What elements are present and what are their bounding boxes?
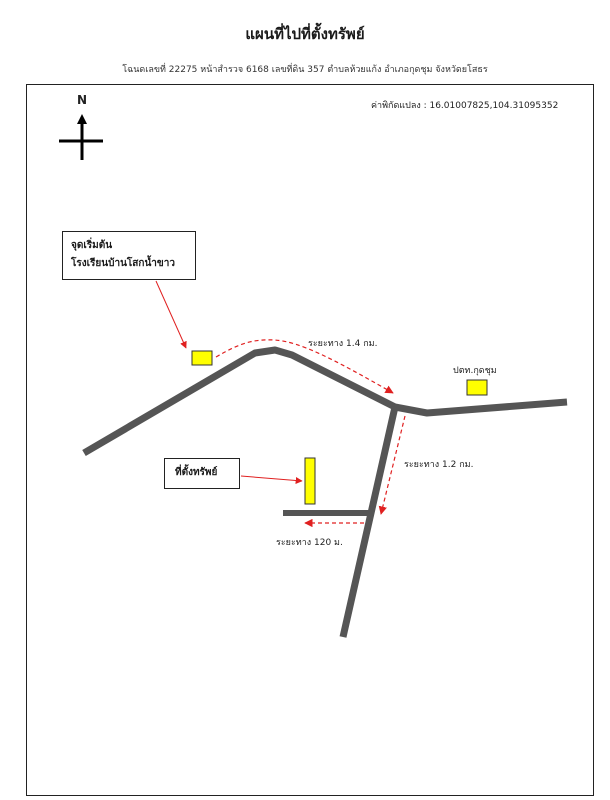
police-station-label: ปตท.กุดชุม [453, 366, 497, 376]
north-arrow-cross-icon [59, 114, 103, 160]
asset-pointer-arrow [241, 476, 302, 481]
side-road [343, 407, 395, 637]
north-label: N [77, 93, 88, 107]
map-title: แผนที่ไปที่ตั้งทรัพย์ [245, 25, 365, 43]
distance-leg1-label: ระยะทาง 1.4 กม. [308, 339, 378, 349]
asset-marker [305, 458, 315, 504]
start-point-line2: โรงเรียนบ้านโสกน้ำขาว [71, 258, 175, 269]
start-pointer-arrow [156, 281, 186, 348]
asset-label: ที่ตั้งทรัพย์ [175, 467, 218, 478]
start-point-box [62, 231, 196, 280]
asset-box [164, 458, 240, 489]
distance-leg3-label: ระยะทาง 120 ม. [276, 538, 343, 548]
distance-leg2-label: ระยะทาง 1.2 กม. [404, 460, 474, 470]
roads [84, 350, 567, 637]
police-station-marker [467, 380, 487, 395]
map-subtitle: โฉนดเลขที่ 22275 หน้าสำรวจ 6168 เลขที่ดิน 357 ตำบลห้วยแก้ง อำเภอกุดชุม จังหวัดยโสธร [122, 65, 488, 75]
coordinates-label: ค่าพิกัดแปลง : 16.01007825,104.31095352 [371, 101, 559, 111]
start-point-line1: จุดเริ่มต้น [71, 240, 113, 251]
start-marker [192, 351, 212, 365]
